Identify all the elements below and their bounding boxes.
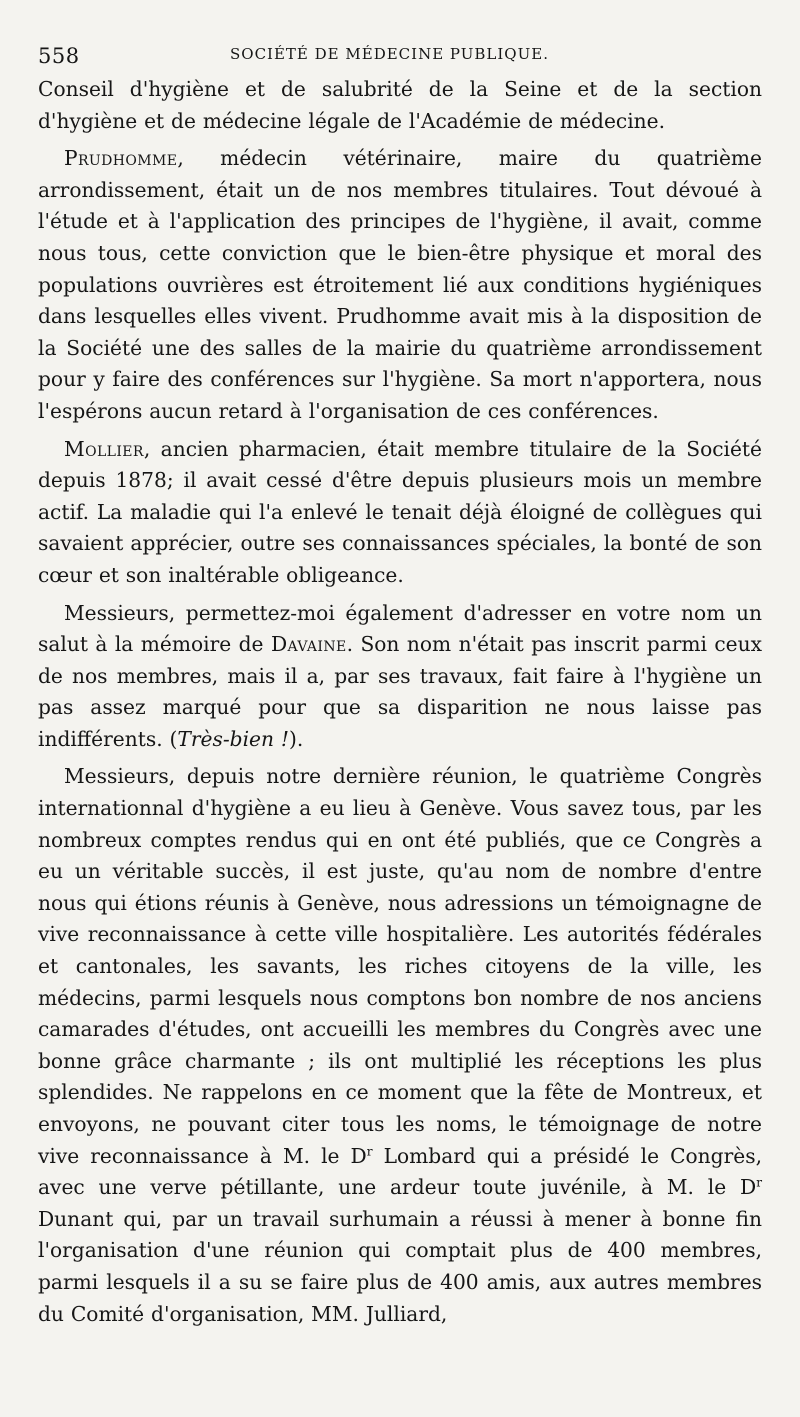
paragraph-text: Messieurs, permettez-moi également d'adresser en votre nom un salut à la mémoire de bbox=[38, 600, 762, 657]
person-name-davaine: Davaine bbox=[270, 632, 347, 657]
paragraph-text: . Son nom n'était pas inscrit parmi ceux de nos membres, mais il a, par ses travaux, fait faire à l'hygiène un pas assez marqué pour que sa disparition ne nous laisse pas indifférents. ( bbox=[38, 632, 763, 751]
paragraph-conseil bbox=[38, 74, 762, 137]
running-title: SOCIÉTÉ DE MÉDECINE PUBLIQUE. bbox=[230, 45, 549, 63]
running-head bbox=[38, 34, 762, 74]
doctor-abbrev-sup: r bbox=[366, 1143, 373, 1158]
paragraph-text: Messieurs, depuis notre dernière réunion, le quatrième Congrès internationnal d'hygiène a eu lieu à Genève. Vous savez tous, par les nombreux comptes rendus qui en ont été publiés, que ce Congrès a eu un véritable succès, il est juste, qu'au nom de nombre d'entre nous qui étions réunis à Genève, nous adressions un témoignagne de vive reconnaissance à cette ville hospitalière. Les autorités fédérales et cantonales, les savants, les riches citoyens de la ville, les médecins, parmi lesquels nous comptons bon nombre de nos anciens camarades d'études, ont accueilli les membres du Congrès avec une bonne grâce charmante ; ils ont multiplié les réceptions les plus splendides. Ne rappelons en ce moment que la fête de Montreux, et envoyons, ne pouvant citer tous les noms, le témoignage de notre vive reconnaissance à M. le D bbox=[38, 764, 762, 1168]
page-number: 558 bbox=[38, 44, 80, 68]
paragraph-text: ). bbox=[289, 726, 304, 751]
paragraph-text: , médecin vétérinaire, maire du quatrième arrondissement, était un de nos membres titulaires. Tout dévoué à l'étude et à l'application des principes de l'hygiène, il avait, comme nous tous, cette conviction que le bien-être physique et moral des populations ouvrières est étroitement lié aux conditions hygiéniques dans lesquelles elles vivent. Prudhomme avait mis à la disposition de la Société une des salles de la mairie du quatrième arrondissement pour y faire des conférences sur l'hygiène. Sa mort n'apportera, nous l'espérons aucun retard à l'organisation de ces conférences. bbox=[38, 146, 762, 423]
paragraph-text: Conseil d'hygiène et de salubrité de la Seine et de la section d'hygiène et de médecine légale de l'Académie de médecine. bbox=[38, 77, 762, 133]
doctor-abbrev-sup: r bbox=[756, 1175, 762, 1190]
paragraph-text: , ancien pharmacien, était membre titulaire de la Société depuis 1878; il avait cessé d'être depuis plusieurs mois un membre actif. La maladie qui l'a enlevé le tenait déjà éloigné de collègues qui savaient apprécier, outre ses connaissances spéciales, la bonté de son cœur et son inaltérable obligeance. bbox=[38, 436, 762, 587]
paragraph-congres-geneve bbox=[38, 761, 762, 1330]
paragraph-text: Lombard qui a présidé le Congrès, avec une verve pétillante, une ardeur toute juvénile, à M. le D bbox=[38, 1143, 762, 1200]
paragraph-text: Dunant qui, par un travail surhumain a réussi à mener à bonne fin l'organisation d'une réunion qui comptait plus de 400 membres, parmi lesquels il a su se faire plus de 400 amis, aux autres membres du Comité d'organisation, MM. Julliard, bbox=[38, 1206, 762, 1326]
paragraph-mollier bbox=[38, 434, 762, 592]
body-text bbox=[38, 74, 762, 1330]
person-name-prudhomme: Prudhomme bbox=[64, 146, 178, 171]
paragraph-davaine bbox=[38, 598, 762, 756]
applause-note: Très-bien ! bbox=[177, 726, 290, 751]
person-name-mollier: Mollier bbox=[64, 436, 144, 461]
paragraph-prudhomme bbox=[38, 143, 762, 427]
